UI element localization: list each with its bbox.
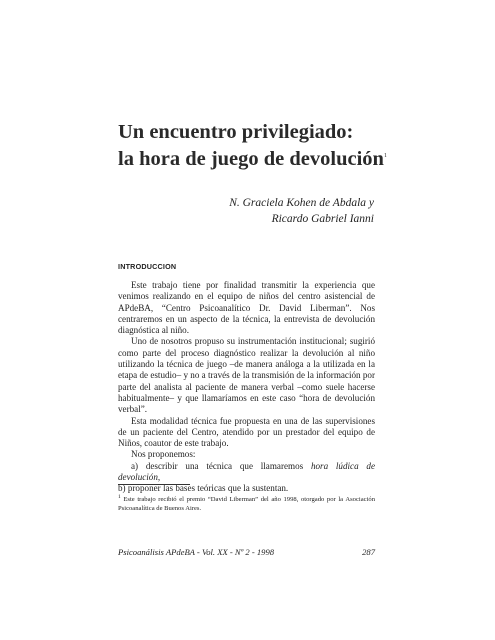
footnote-text: Este trabajo recibió el premio “David Liberman” del año 1998, otorgado por la Asociación Psicoanalítica de Buenos Aires.	[118, 496, 375, 513]
paragraph-4: Nos proponemos:	[131, 449, 196, 460]
article-body	[118, 280, 375, 495]
footnote-divider	[118, 484, 190, 485]
list-item-a	[118, 461, 375, 484]
section-heading: INTRODUCCION	[118, 262, 177, 271]
list-item-a-italic: hora lúdica de devolución,	[118, 460, 375, 483]
paragraph-1: Este trabajo tiene por finalidad transmitir la experiencia que venimos realizando en el equipo de niños del centro asistencial de APdeBA, “Centro Psicoanalítico Dr. David Liberman”. Nos centraremos en un aspecto de la técnica, la entrevista de devolución diagnóstica al niño.	[118, 280, 375, 336]
journal-citation: Psicoanálisis APdeBA - Vol. XX - Nº 2 - 1998	[118, 547, 275, 557]
title-line-2	[118, 144, 387, 171]
footnote	[118, 493, 375, 513]
author-line-1: N. Graciela Kohen de Abdala y	[229, 197, 374, 209]
title-footnote-marker: 1	[383, 153, 387, 159]
title-line-2-text: la hora de juego de devolución	[118, 147, 384, 170]
list-item-b: b) proponer las bases teóricas que la sustentan.	[118, 483, 289, 494]
paragraph-3: Esta modalidad técnica fue propuesta en una de las supervisiones de un paciente del Centro, atendido por un prestador del equipo de Niños, coautor de este trabajo.	[118, 415, 375, 449]
title-line-1: Un encuentro privilegiado:	[118, 121, 354, 143]
list-item-a-text: a) describir una técnica que llamaremos	[131, 460, 311, 471]
article-authors	[229, 195, 374, 227]
author-line-2: Ricardo Gabriel Ianni	[271, 213, 374, 225]
page-number: 287	[362, 547, 375, 557]
footnote-marker: 1	[118, 494, 121, 500]
paragraph-2: Uno de nosotros propuso su instrumentación institucional; sugirió como parte del proceso diagnóstico realizar la devolución al niño utilizando la técnica de juego –de manera análoga a la utilizada en la etapa de estudio– y no a través de la transmisión de la información por parte del analista al paciente de manera verbal –como suele hacerse habitualmente– y que llamaríamos en este caso “hora de devolución verbal”.	[118, 336, 375, 415]
running-footer	[118, 547, 375, 557]
article-title	[118, 120, 387, 171]
